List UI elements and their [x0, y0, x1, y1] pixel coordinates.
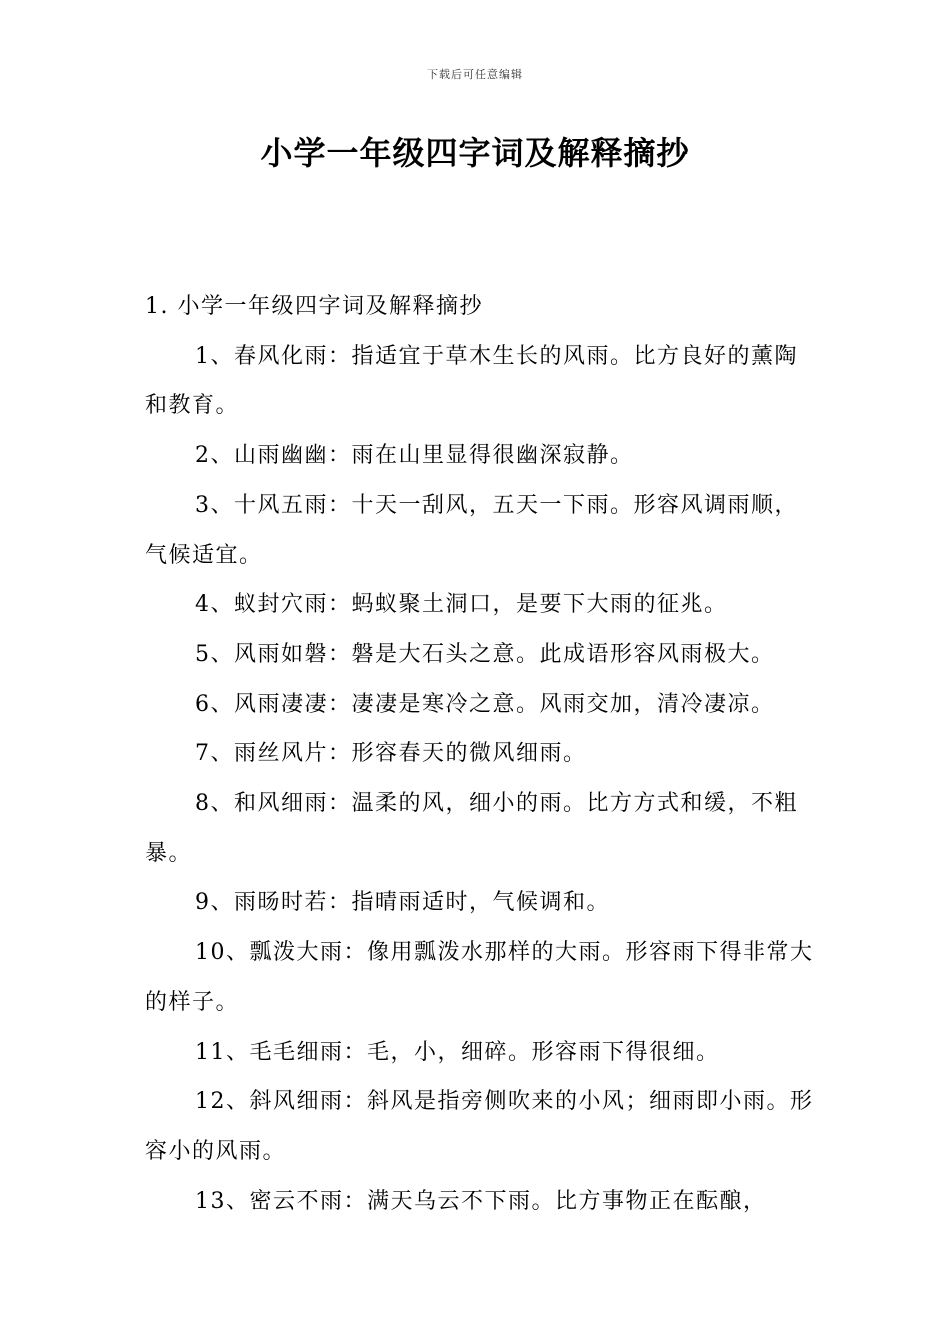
entry-2: 2、山雨幽幽：雨在山里显得很幽深寂静。: [195, 443, 634, 469]
entry-11: 11、毛毛细雨：毛，小，细碎。形容雨下得很细。: [195, 1039, 720, 1065]
entry-10: 10、瓢泼大雨：像用瓢泼水那样的大雨。形容雨下得非常大的样子。: [145, 940, 814, 1015]
entry-12: 12、斜风细雨：斜风是指旁侧吹来的小风；细雨即小雨。形容小的风雨。: [145, 1089, 814, 1164]
entry-8: 8、和风细雨：温柔的风，细小的雨。比方方式和缓，不粗暴。: [145, 791, 798, 866]
entry-1: 1、春风化雨：指适宜于草木生长的风雨。比方良好的薰陶和教育。: [145, 343, 798, 419]
entry-5: 5、风雨如磐：磐是大石头之意。此成语形容风雨极大。: [195, 641, 775, 667]
entry-4: 4、蚁封穴雨：蚂蚁聚土洞口，是要下大雨的征兆。: [195, 592, 728, 618]
section-heading: 1. 小学一年级四字词及解释摘抄: [145, 294, 483, 319]
entry-7: 7、雨丝风片：形容春天的微风细雨。: [195, 741, 587, 767]
header-note: 下载后可任意编辑: [427, 68, 523, 81]
entry-13: 13、密云不雨：满天乌云不下雨。比方事物正在酝酿，: [195, 1188, 767, 1214]
document-title: 小学一年级四字词及解释摘抄: [260, 134, 690, 172]
entry-6: 6、风雨凄凄：凄凄是寒冷之意。风雨交加，清冷凄凉。: [195, 691, 775, 717]
document-body: [145, 282, 815, 1226]
entry-3: 3、十风五雨：十天一刮风，五天一下雨。形容风调雨顺，气候适宜。: [145, 492, 798, 568]
entry-9: 9、雨旸时若：指晴雨适时，气候调和。: [195, 890, 610, 916]
